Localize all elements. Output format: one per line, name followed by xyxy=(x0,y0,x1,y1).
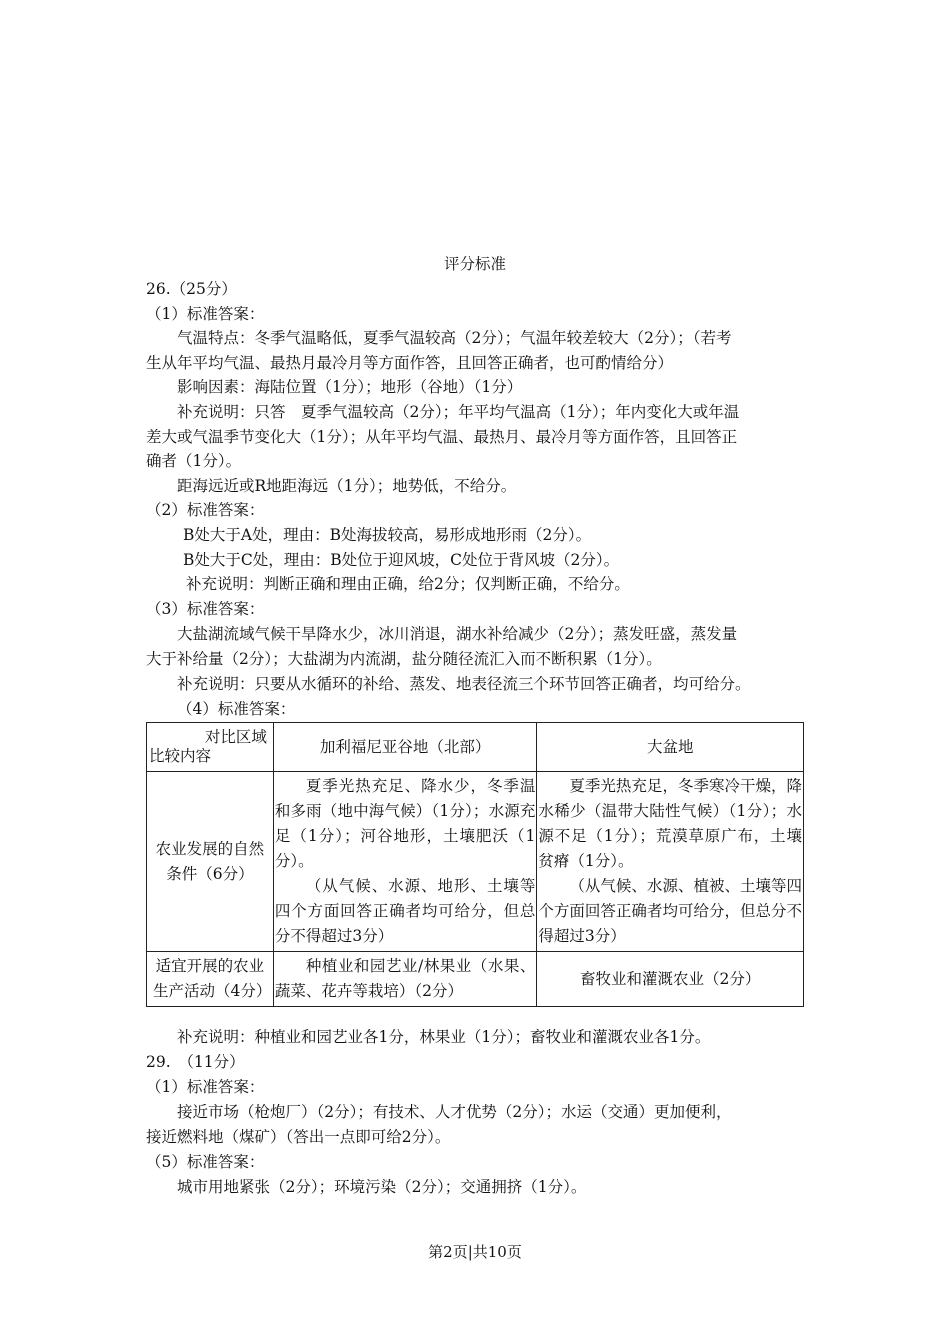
cell-text: 夏季光热充足，冬季寒冷干燥，降水稀少（温带大陆性气候）（1分）；水源不足（1分）；荒漠草原广布，土壤贫瘠（1分）。 xyxy=(538,777,802,870)
q26-part1-text: 影响因素：海陆位置（1分）；地形（谷地）（1分） xyxy=(177,378,523,396)
q26-part1-note: 确者（1分）。 xyxy=(146,452,242,470)
q26-part2-text: B处大于A处，理由：B处海拔较高，易形成地形雨（2分）。 xyxy=(183,526,592,544)
q26-part3-heading: （3）标准答案： xyxy=(146,600,265,618)
q26-part3-note: 补充说明：只要从水循环的补给、蒸发、地表径流三个环节回答正确者，均可给分。 xyxy=(177,675,751,693)
q26-part4-heading: （4）标准答案： xyxy=(177,700,296,718)
q26-heading: 26.（25分） xyxy=(146,280,237,298)
q26-part1-note: 补充说明：只答 夏季气温较高（2分）；年平均气温高（1分）；年内变化大或年温 xyxy=(177,403,740,421)
q26-part1-note: 距海远近或R地距海远（1分）；地势低，不给分。 xyxy=(177,477,517,495)
q29-part5-heading: （5）标准答案： xyxy=(146,1153,265,1171)
q26-part1-text: 气温特点：冬季气温略低，夏季气温较高（2分）；气温年较差较大（2分）；（若考 xyxy=(177,329,732,347)
q29-part1-text: 接近市场（枪炮厂）（2分）；有技术、人才优势（2分）；水运（交通）更加便利， xyxy=(177,1103,732,1121)
q26-part2-text: B处大于C处，理由：B处位于迎风坡，C处位于背风坡（2分）。 xyxy=(183,551,620,569)
comparison-table xyxy=(146,722,804,1007)
header-compare-content: 比较内容 xyxy=(149,747,212,765)
page-title: 评分标准 xyxy=(443,255,506,273)
row-label-activities: 适宜开展的农业生产活动（4分） xyxy=(147,952,274,1007)
header-compare-region: 对比区域 xyxy=(204,728,267,746)
table-corner-cell xyxy=(147,723,274,772)
q26-part2-heading: （2）标准答案： xyxy=(146,501,265,519)
row-label-natural-conditions: 农业发展的自然条件（6分） xyxy=(147,772,274,952)
table-row xyxy=(147,772,804,952)
q26-part1-note: 差大或气温季节变化大（1分）；从年平均气温、最热月、最冷月等方面作答，且回答正 xyxy=(146,428,738,446)
q29-part1-heading: （1）标准答案： xyxy=(146,1078,265,1096)
q29-part5-text: 城市用地紧张（2分）；环境污染（2分）；交通拥挤（1分）。 xyxy=(177,1178,587,1196)
table-row xyxy=(147,952,804,1007)
header-great-basin: 大盆地 xyxy=(537,723,804,772)
q26-part4-note: 补充说明：种植业和园艺业各1分，林果业（1分）；畜牧业和灌溉农业各1分。 xyxy=(177,1028,711,1046)
page-footer: 第2页|共10页 xyxy=(428,1243,522,1261)
q26-part1-heading: （1）标准答案： xyxy=(146,305,265,323)
q29-part1-text: 接近燃料地（煤矿）（答出一点即可给2分）。 xyxy=(146,1128,451,1146)
q26-part2-note: 补充说明：判断正确和理由正确，给2分；仅判断正确，不给分。 xyxy=(186,575,630,593)
q26-part3-text: 大于补给量（2分）；大盐湖为内流湖，盐分随径流汇入而不断积累（1分）。 xyxy=(146,650,662,668)
cell-california-activities xyxy=(273,952,537,1007)
cell-text: 夏季光热充足、降水少，冬季温和多雨（地中海气候）（1分）；水源充足（1分）；河谷地形，土壤肥沃（1分）。 xyxy=(274,777,536,870)
q26-part1-text: 生从年平均气温、最热月最冷月等方面作答，且回答正确者，也可酌情给分） xyxy=(146,354,674,372)
header-california: 加利福尼亚谷地（北部） xyxy=(273,723,537,772)
cell-text: 种植业和园艺业/林果业（水果、蔬菜、花卉等栽培）（2分） xyxy=(274,957,536,1000)
table-header-row xyxy=(147,723,804,772)
cell-note: （从气候、水源、植被、土壤等四个方面回答正确者均可给分，但总分不得超过3分） xyxy=(538,877,802,945)
cell-basin-conditions xyxy=(537,772,804,952)
q26-part3-text: 大盐湖流域气候干旱降水少，冰川消退，湖水补给减少（2分）；蒸发旺盛，蒸发量 xyxy=(177,625,738,643)
q29-heading: 29. （11分） xyxy=(146,1053,245,1071)
cell-note: （从气候、水源、地形、土壤等四个方面回答正确者均可给分，但总分不得超过3分） xyxy=(274,877,536,945)
cell-california-conditions xyxy=(273,772,537,952)
cell-basin-activities: 畜牧业和灌溉农业（2分） xyxy=(537,952,804,1007)
